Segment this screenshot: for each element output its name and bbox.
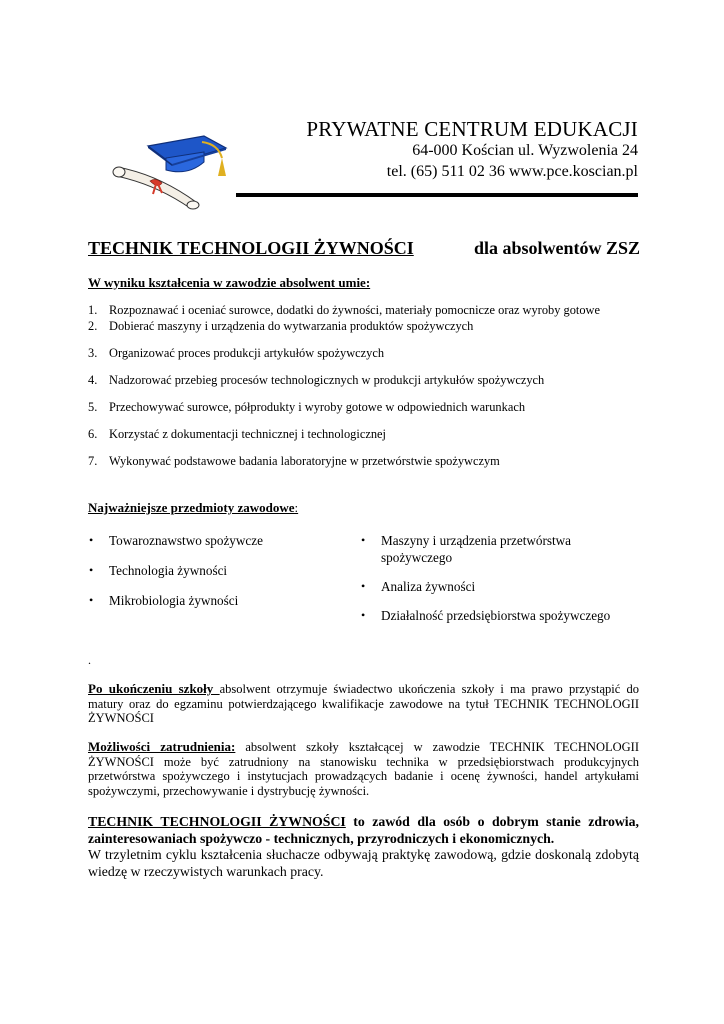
list-item: • Mikrobiologia żywności: [89, 593, 239, 608]
separator-dot: .: [88, 653, 91, 667]
closing-lead: TECHNIK TECHNOLOGII ŻYWNOŚCI: [88, 814, 346, 829]
mortarboard-icon: [148, 136, 226, 176]
list-item: • Analiza żywności: [361, 579, 476, 594]
skills-heading: W wyniku kształcenia w zawodzie absolwent umie:: [88, 275, 371, 290]
list-item: 3. Organizować proces produkcji artykułów spożywczych: [88, 346, 385, 360]
title-main: TECHNIK TECHNOLOGII ŻYWNOŚCI: [88, 238, 414, 258]
employment-paragraph: Możliwości zatrudnienia: absolwent szkoły kształcącej w zawodzie TECHNIK TECHNOLOGII ŻYWNOŚCI może być zatrudniony na stanowisku technika w przedsiębiorstwach produkcyjnych przetwórstwa spożywczego i instytucjach prowadzących badanie i ocenę żywności, handel artykułami spożywczymi, przechowywanie i dystrybucję żywności.: [88, 739, 639, 798]
diploma-scroll-icon: [113, 167, 199, 209]
list-item: 4. Nadzorować przebieg procesów technologicznych w produkcji artykułów spożywczych: [88, 373, 545, 387]
graduation-cap-logo: [100, 118, 250, 210]
list-item: • Technologia żywności: [89, 563, 228, 578]
subjects-list-right: [360, 532, 630, 624]
list-item: 2. Dobierać maszyny i urządzenia do wytwarzania produktów spożywczych: [88, 319, 474, 333]
graduation-paragraph: Po ukończeniu szkoły absolwent otrzymuje świadectwo ukończenia szkoły i ma prawo przystąpić do matury oraz do egzaminu potwierdzającego kwalifikacje zawodowe na tytuł TECHNIK TECHNOLOGII ŻYWNOŚCI: [88, 681, 639, 725]
list-item: 1. Rozpoznawać i oceniać surowce, dodatki do żywności, materiały pomocnicze oraz wyroby gotowe: [88, 303, 600, 317]
organization-name: PRYWATNE CENTRUM EDUKACJI: [306, 117, 638, 141]
subjects-list-left: [88, 532, 338, 609]
organization-header: [306, 118, 638, 182]
graduation-lead: Po ukończeniu szkoły: [88, 681, 220, 696]
subjects-heading: Najważniejsze przedmioty zawodowe:: [88, 500, 299, 515]
list-item: • Działalność przedsiębiorstwa spożywczego: [361, 608, 611, 623]
organization-contact: tel. (65) 511 02 36 www.pce.koscian.pl: [386, 163, 638, 180]
list-item: 6. Korzystać z dokumentacji technicznej i technologicznej: [88, 427, 386, 441]
employment-lead: Możliwości zatrudnienia:: [88, 739, 236, 754]
organization-address: 64-000 Kościan ul. Wyzwolenia 24: [412, 142, 638, 159]
header-divider: [236, 193, 638, 197]
list-item: 7. Wykonywać podstawowe badania laboratoryjne w przetwórstwie spożywczym: [88, 454, 500, 468]
title-sub: dla absolwentów ZSZ: [473, 238, 640, 258]
list-item: 5. Przechowywać surowce, półprodukty i wyroby gotowe w odpowiednich warunkach: [88, 400, 526, 414]
skills-list: [88, 303, 638, 468]
list-item: • Maszyny i urządzenia przetwórstwa spożywczego: [361, 533, 572, 565]
closing-paragraph: TECHNIK TECHNOLOGII ŻYWNOŚCI to zawód dla osób o dobrym stanie zdrowia, zainteresowaniach spożywczo - technicznych, przyrodniczych i ekonomicznych. W trzyletnim cyklu kształcenia słuchacze odbywają praktykę zawodową, gdzie doskonalą zdobytą wiedzę w rzeczywistych warunkach pracy.: [88, 814, 639, 879]
list-item: • Towaroznawstwo spożywcze: [89, 533, 263, 548]
page-title: [88, 238, 640, 259]
